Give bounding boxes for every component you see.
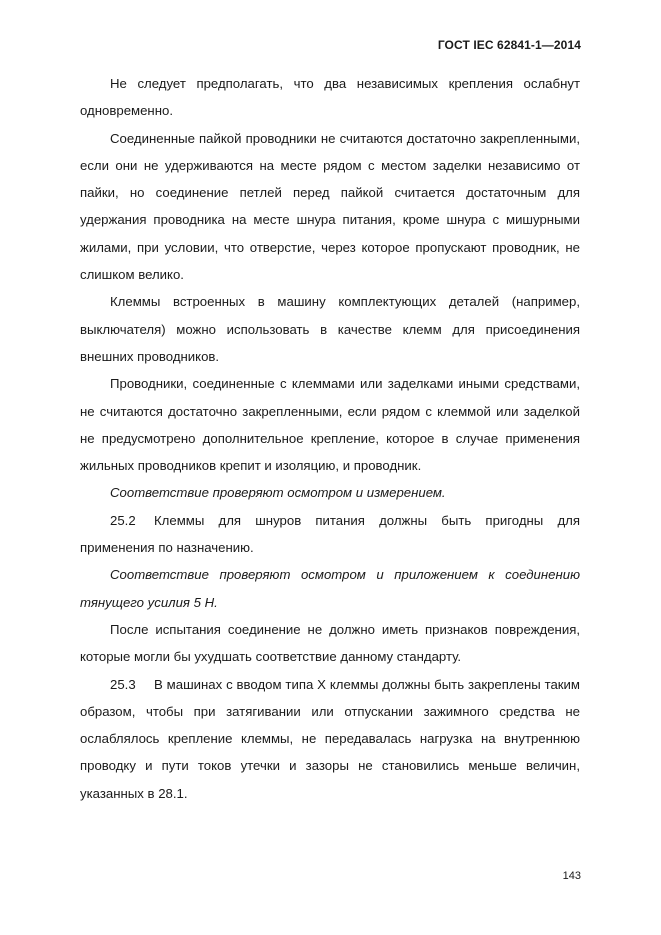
paragraph: Не следует предполагать, что два независимых крепления ослабнут одновременно. [80, 76, 580, 119]
compliance-note: Соответствие проверяют осмотром и измерением. [110, 485, 446, 501]
paragraph: После испытания соединение не должно иметь признаков повреждения, которые могли бы ухудшать соответствие данному стандарту. [80, 621, 580, 665]
paragraph: Клеммы встроенных в машину комплектующих деталей (например, выключателя) можно использовать в качестве клемм для присоединения внешних проводников. [80, 294, 580, 364]
paragraph: Проводники, соединенные с клеммами или заделками иными средствами, не считаются достаточно закрепленными, если рядом с клеммой или заделкой не предусмотрено дополнительное крепление, которое в случае применения жильных проводников крепит и изоляцию, и проводник. [80, 376, 580, 474]
compliance-note: Соответствие проверяют осмотром и приложением к соединению тянущего усилия 5 Н. [80, 567, 580, 610]
clause-25-2: 25.2 Клеммы для шнуров питания должны быть пригодны для применения по назначению. [80, 507, 580, 562]
clause-number: 25.2 [110, 512, 136, 528]
document-body [80, 70, 580, 807]
standard-header: ГОСТ IEC 62841-1—2014 [437, 38, 581, 52]
page-number: 143 [562, 870, 581, 882]
clause-25-3: 25.3 В машинах с вводом типа X клеммы должны быть закреплены таким образом, чтобы при затягивании или отпускании зажимного средства не ослаблялось крепление клеммы, не передавалась нагрузка на внутреннюю проводку и пути токов утечки и зазоры не становились меньше величин, указанных в 28.1. [80, 671, 580, 807]
clause-number: 25.3 [110, 676, 136, 692]
paragraph: Соединенные пайкой проводники не считаются достаточно закрепленными, если они не удерживаются на месте рядом с местом заделки независимо от пайки, но соединение петлей перед пайкой считается достаточным для удержания проводника на месте шнура питания, кроме шнура с мишурными жилами, при условии, что отверстие, через которое пропускают проводник, не слишком велико. [80, 130, 580, 283]
